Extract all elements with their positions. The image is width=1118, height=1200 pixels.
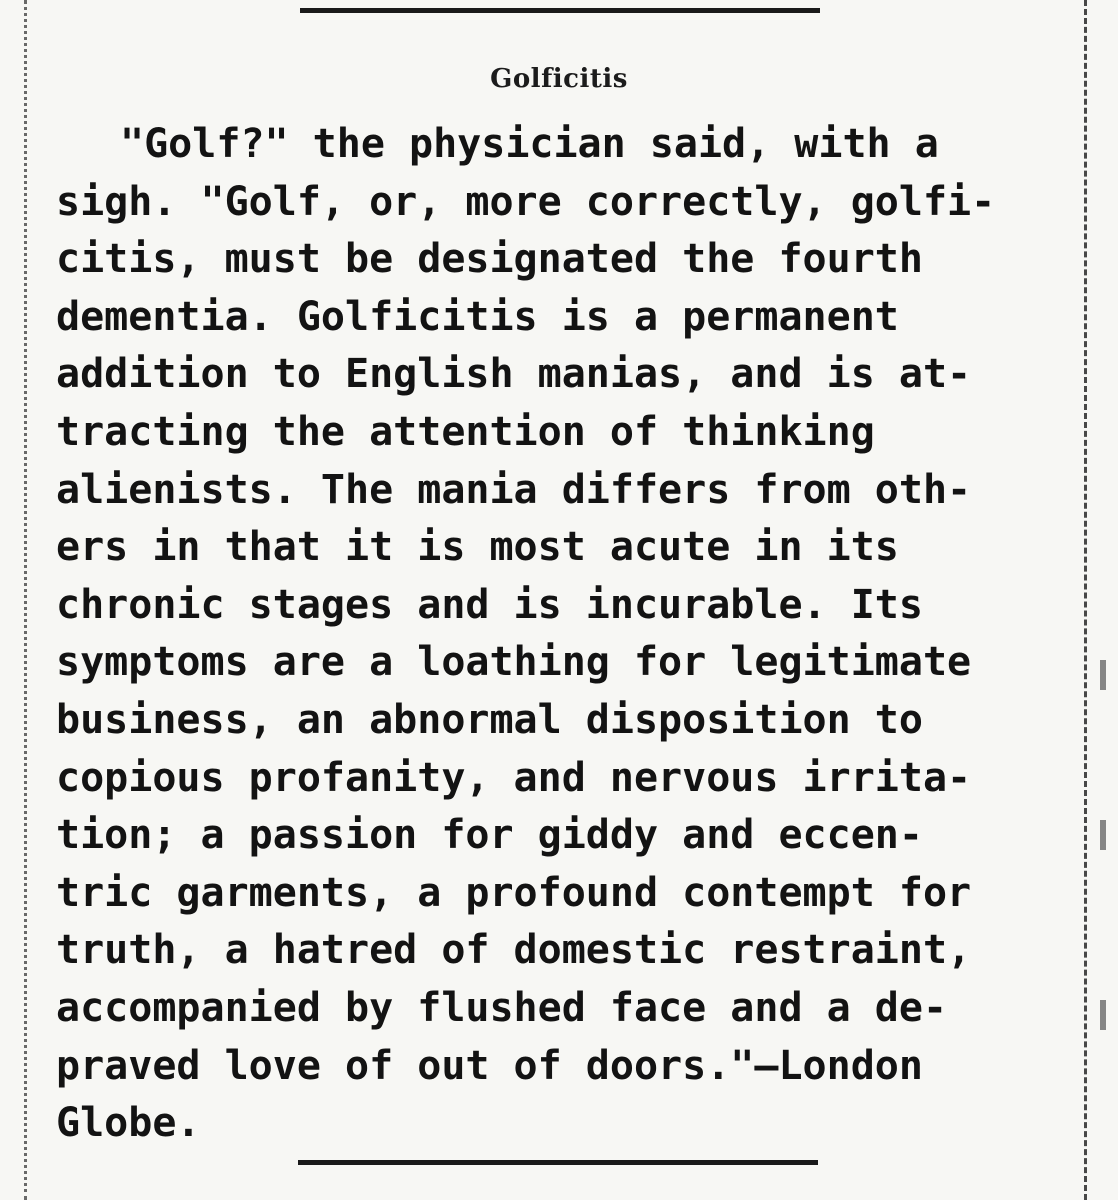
article-line: tracting the attention of thinking [56, 408, 875, 455]
adjacent-column-fragment [1100, 820, 1106, 850]
article-line: praved love of out of doors."—London [56, 1042, 923, 1089]
article-line: copious profanity, and nervous irrita- [56, 754, 972, 801]
article-line: sigh. "Golf, or, more correctly, golfi- [56, 178, 996, 225]
article-line: alienists. The mania differs from oth- [56, 466, 972, 513]
adjacent-column-fragment [1100, 1000, 1106, 1030]
article-line: truth, a hatred of domestic restraint, [56, 927, 972, 974]
article-line: business, an abnormal disposition to [56, 696, 923, 743]
article-line: Globe. [56, 1100, 201, 1147]
article-line: "Golf?" the physician said, with a [120, 121, 939, 167]
article-line: symptoms are a loathing for legitimate [56, 639, 972, 686]
article-line: addition to English manias, and is at- [56, 351, 972, 398]
article-line: citis, must be designated the fourth [56, 236, 923, 283]
article-line: ers in that it is most acute in its [56, 524, 899, 571]
column-separator-left [24, 0, 27, 1200]
article-line: tion; a passion for giddy and eccen- [56, 812, 923, 859]
article-line: tric garments, a profound contempt for [56, 869, 972, 916]
article-line: chronic stages and is incurable. Its [56, 581, 923, 628]
article-headline: Golficitis [490, 64, 628, 94]
top-rule [300, 8, 820, 13]
adjacent-column-fragment [1100, 660, 1106, 690]
article-line: dementia. Golficitis is a permanent [56, 293, 899, 340]
column-separator-right [1084, 0, 1087, 1200]
bottom-rule [298, 1160, 818, 1165]
article-body [56, 116, 1056, 1153]
article-line: accompanied by flushed face and a de- [56, 984, 948, 1031]
